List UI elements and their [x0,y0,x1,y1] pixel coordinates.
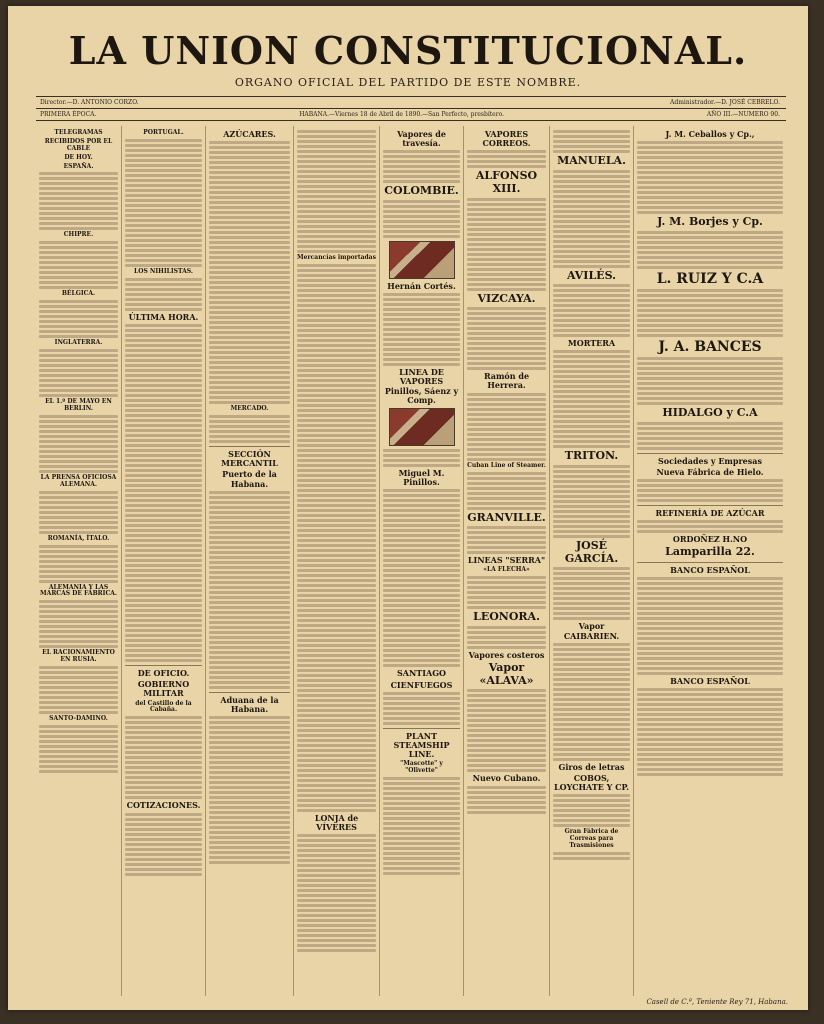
text-block [209,415,290,443]
text-block [39,415,118,473]
text-block [39,725,118,773]
col2-heading-6: del Castillo de la Cabaña. [135,699,192,714]
text-block [125,278,202,311]
flag-illustration [389,241,455,279]
col6-heading-7: LINEAS "SERRA" [467,555,546,566]
text-block [467,307,546,370]
text-block [39,491,118,534]
text-block [467,198,546,291]
text-block [467,150,546,168]
col4-heading-2: LONJA de VÍVERES [314,812,359,833]
text-block [553,567,630,620]
text-block [553,643,630,761]
col4-heading-1: Mercancías importadas [297,254,376,261]
col1-heading-10: ROMANÍA, ÍTALO. [47,534,110,542]
divider [209,446,290,447]
text-block [209,716,290,864]
col6-heading-5: Cuban Line of Steamer. [467,461,546,469]
divider [637,453,783,454]
text-block [467,626,546,649]
text-block [467,786,546,814]
text-block [39,241,118,289]
col8-heading-10: Lamparilla 22. [665,545,755,559]
staff-line [40,99,780,106]
column-8 [634,126,786,996]
text-block [297,834,376,952]
text-block [209,141,290,404]
divider [383,728,460,729]
text-block [383,692,460,725]
col1-heading-6: BÉLGICA. [61,290,96,298]
col1-heading-8: EL 1.º DE MAYO EN BERLIN. [45,398,112,413]
text-block [39,300,118,338]
masthead-title: LA UNION CONSTITUCIONAL. [68,28,748,73]
text-block [637,688,783,776]
col8-heading-4: J. A. BANCES [658,338,762,355]
col5-heading-9: "Mascotte" y "Olivette" [400,760,443,775]
text-block [383,449,460,467]
text-block [39,545,118,583]
col8-heading-9: ORDOÑEZ H.NO [672,534,748,545]
administrador-credit: Administrador.—D. JOSÉ CEBRELO. [670,99,780,106]
text-block [553,465,630,538]
col6-heading-6: GRANVILLE. [467,510,546,524]
col3-heading-3: SECCIÓN MERCANTIL [221,449,278,469]
rule-bottom [36,120,786,121]
rule-mid [36,108,786,109]
text-block [467,393,546,461]
col7-heading-3: MORTERA [567,338,616,349]
text-block [553,794,630,827]
text-block [125,324,202,662]
text-block [637,520,783,533]
text-block [383,489,460,667]
col8-heading-3: L. RUIZ Y C.A [656,270,764,287]
col7-heading-4: TRITON. [564,449,619,463]
text-block [467,576,546,609]
col3-heading-1: AZÚCARES. [223,129,276,139]
divider [209,692,290,693]
text-block [39,666,118,714]
text-block [637,141,783,214]
col1-heading-2: RECIBIDOS POR EL CABLE [44,137,113,152]
column-5 [380,126,464,996]
col1-heading-7: INGLATERRA. [54,339,103,347]
text-block [383,200,460,238]
text-block [637,422,783,450]
text-block [637,479,783,502]
column-1 [36,126,122,996]
text-block [467,526,546,554]
col5-heading-6: SANTIAGO [397,668,446,679]
col7-heading-7: Giros de letras [558,761,625,772]
text-block [383,150,460,183]
col8-heading-11: BANCO ESPAÑOL [670,565,750,576]
column-3 [206,126,294,996]
divider [637,562,783,563]
dateline-text: HABANA.—Viernes 18 de Abril de 1890.—San Perfecto, presbítero. [299,111,505,118]
col2-heading-7: COTIZACIONES. [126,800,201,811]
ano-label: AÑO III.—NUMERO 90. [706,111,780,118]
col5-heading-1: Vapores de travesía. [397,129,446,149]
col5-heading-4: LINEA DE VAPORES Pinillos, Sáenz y Comp. [384,367,459,405]
col6-heading-1: VAPORES CORREOS. [482,129,531,149]
col6-heading-9: LEONORA. [473,610,540,624]
col6-heading-10: Vapores costeros [468,649,545,660]
text-block [383,777,460,875]
col3-heading-4: Puerto de la Habana. [222,469,277,489]
text-block [209,491,290,689]
col3-heading-2: MERCADO. [230,405,269,413]
flag-illustration [389,408,455,446]
director-credit: Director.—D. ANTONIO CORZO. [40,99,139,106]
col6-heading-3: VIZCAYA. [477,291,536,305]
col7-heading-9: Gran Fábrica de Correas para Trasmisiones [564,828,619,850]
text-block [637,577,783,675]
text-block [553,170,630,268]
col1-heading-5: CHIPRE. [63,231,94,239]
text-block [467,472,546,510]
col1-heading-9: LA PRENSA OFICIOSA ALEMANA. [40,473,117,488]
text-block [297,130,376,253]
text-block [297,264,376,812]
col7-heading-1: MANUELA. [557,154,626,167]
text-block [467,689,546,772]
text-block [125,139,202,267]
text-block [553,852,630,860]
col6-heading-2: ALFONSO XIII. [475,169,538,196]
col6-heading-11: Vapor «ALAVA» [479,661,534,687]
col1-heading-12: EL RACIONAMIENTO EN RUSIA. [42,649,115,664]
col7-heading-8: COBOS, LOYCHATE Y CP. [553,772,630,793]
col6-heading-4: Ramón de Herrera. [483,371,530,391]
text-block [637,357,783,405]
col8-heading-6: Sociedades y Empresas [658,455,762,466]
col2-heading-1: PORTUGAL. [143,129,184,136]
col8-heading-8: REFINERÍA DE AZÚCAR [655,508,765,519]
date-line [40,111,780,118]
col8-heading-1: J. M. Ceballos y Cp., [665,129,755,139]
col2-heading-4: DE OFICIO. [137,667,190,678]
text-block [383,293,460,366]
col7-heading-5: JOSÉ GARCÍA. [564,539,619,565]
col2-heading-3: ÚLTIMA HORA. [128,311,199,322]
col1-heading-3: DE HOY. [64,153,93,161]
masthead-subtitle: ORGANO OFICIAL DEL PARTIDO DE ESTE NOMBRE. [234,76,582,89]
col6-heading-12: Nuevo Cubano. [472,773,541,784]
col8-heading-7: Nueva Fábrica de Hielo. [656,466,764,477]
col1-heading-1: TELEGRAMAS [54,129,103,136]
col1-heading-13: SANTO-DAMINO. [49,715,108,723]
column-2 [122,126,206,996]
col8-heading-2: J. M. Borjes y Cp. [657,215,763,229]
col5-heading-5: Miguel M. Pinillos. [398,467,445,488]
printer-footer: Casell de C.ª, Teniente Rey 71, Habana. [646,998,788,1006]
text-block [553,284,630,337]
divider [637,505,783,506]
text-block [553,350,630,448]
text-block [637,231,783,269]
col6-heading-8: «LA FLECHA» [483,566,530,574]
column-4 [294,126,380,996]
text-block [125,716,202,799]
text-block [39,349,118,397]
text-block [125,813,202,876]
col7-heading-2: AVILÉS. [567,268,616,282]
text-block [637,289,783,337]
col3-heading-5: Aduana de la Habana. [220,694,279,715]
epoca-label: PRIMERA ÉPOCA. [40,111,97,118]
col5-heading-2: COLOMBIE. [384,184,459,198]
col5-heading-3: Hernán Cortés. [387,281,456,292]
newspaper-page [8,6,808,1010]
col1-heading-11: ALEMANIA Y LAS MARCAS DE FÁBRICA. [40,583,117,598]
column-7 [550,126,634,996]
col2-heading-2: LOS NIHILISTAS. [134,267,193,275]
col5-heading-7: CIENFUEGOS [390,679,453,690]
text-block [553,130,630,153]
text-block [39,172,118,230]
col5-heading-8: PLANT STEAMSHIP LINE. [393,730,450,760]
divider [125,665,202,666]
col8-heading-12: BANCO ESPAÑOL [670,676,750,687]
col1-heading-4: ESPAÑA. [63,162,94,170]
text-block [39,600,118,648]
col2-heading-5: GOBIERNO MILITAR [137,679,190,699]
column-6 [464,126,550,996]
col8-heading-5: HIDALGO y C.A [662,406,758,420]
rule-top [36,96,786,97]
col7-heading-6: Vapor CAIBARIEN. [563,621,620,641]
